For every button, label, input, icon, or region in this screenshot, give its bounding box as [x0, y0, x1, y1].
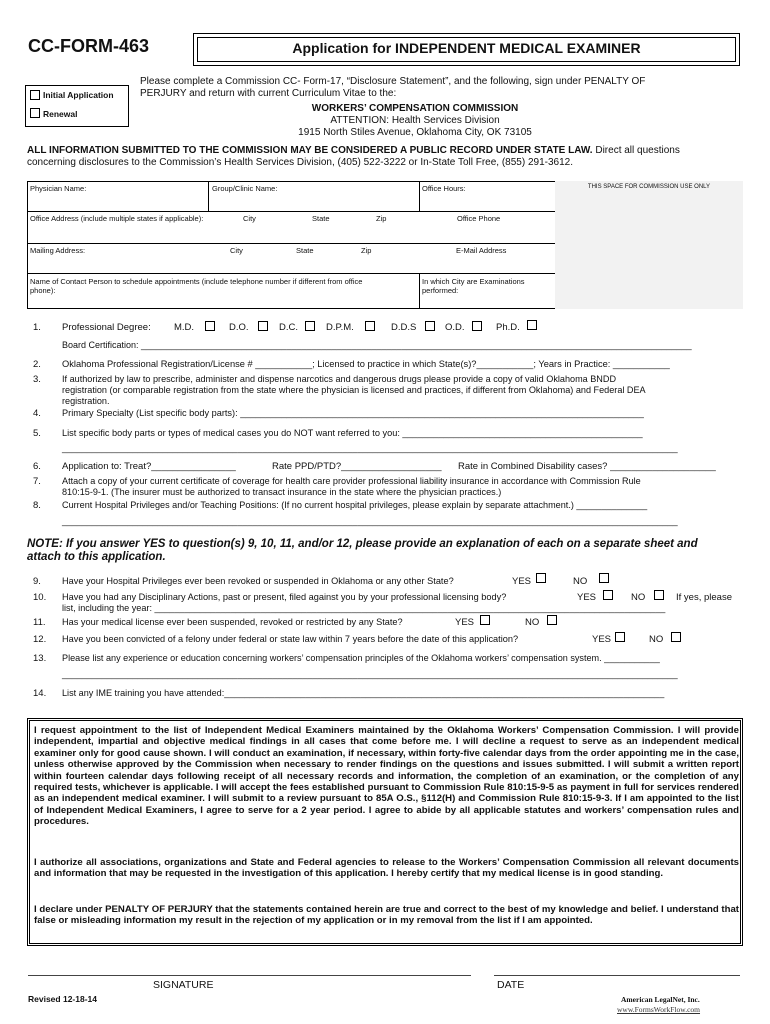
- q14-number: 14.: [33, 688, 47, 699]
- degree-md-label: M.D.: [174, 322, 195, 333]
- q1-label: Professional Degree:: [62, 322, 151, 333]
- q7-line-1: Attach a copy of your current certificate of coverage for health care provider professional liability insurance in accordance with Commission Rule: [62, 476, 641, 486]
- q13-answer-line[interactable]: ___________________________________________________________________________________________________________________________: [62, 669, 678, 679]
- revision-date: Revised 12-18-14: [28, 994, 97, 1004]
- declaration-paragraph-1: I request appointment to the list of Independent Medical Examiners maintained by the Oklahoma Workers’ Compensation Commission. I will provide independent, impartial and objective medical findings in all cases that come before me. I will decline a request to serve as an independent medical examiner only for good cause shown. I will conduct an examination, if necessary, within forty-five calendar days from the order appointing me in the case, unless otherwise approved by the Commission when necessary to render findings on the questions and issues submitted. I will submit a written report within fourteen calendar days following receipt of all necessary records and information, the completion of an examination, or the completion of any required tests, whichever is applicable. I will accept the fees established pursuant to Commission Rule 810:15-9-5 as payment in full for services rendered as an independent medical examiner. I will submit to a review pursuant to 85A O.S., §112(H) and Commission Rule 810:15-9-3. If I am appointed to the list of Independent Medical Examiners, I agree to serve for a 2 year period. I agree to abide by all applicable statutes and workers’ compensation rules and procedures.: [34, 725, 739, 828]
- q3-line-2: registration (or comparable registration from the state where the physician is licensed and practices, if different from Oklahoma) and Federal DEA: [62, 385, 646, 395]
- q12-yes-checkbox[interactable]: [615, 632, 625, 642]
- attention-line: ATTENTION: Health Services Division: [330, 115, 500, 126]
- office-address-label: Office Address (include multiple states if applicable):: [30, 214, 204, 223]
- degree-md-checkbox[interactable]: [205, 321, 215, 331]
- q5-number: 5.: [33, 428, 41, 439]
- note-line-2: attach to this application.: [27, 551, 166, 563]
- publisher-brand: American LegalNet, Inc.: [621, 995, 700, 1004]
- q10-no-label: NO: [631, 592, 646, 603]
- q6-rate-ppd-field[interactable]: Rate PPD/PTD?___________________: [272, 461, 442, 472]
- signature-line[interactable]: [28, 975, 471, 976]
- office-state-label: State: [312, 214, 330, 223]
- q9-number: 9.: [33, 576, 41, 587]
- q7-line-2: 810:15-9-1. (The insurer must be authorized to transact insurance in the state where the physician practices.): [62, 487, 502, 497]
- q10-no-checkbox[interactable]: [654, 590, 664, 600]
- degree-dds-checkbox[interactable]: [425, 321, 435, 331]
- q4-text[interactable]: Primary Specialty (List specific body parts): _______________________________________________________________________________: [62, 408, 644, 418]
- q12-yes-label: YES: [592, 634, 612, 645]
- q14-text[interactable]: List any IME training you have attended:_______________________________________________________________________________________: [62, 688, 665, 698]
- q6-number: 6.: [33, 461, 41, 472]
- office-hours-label: Office Hours:: [422, 184, 466, 193]
- degree-phd-checkbox[interactable]: [527, 320, 537, 330]
- degree-dpm-checkbox[interactable]: [365, 321, 375, 331]
- declaration-paragraph-2: I authorize all associations, organizations and State and Federal agencies to release to the Workers’ Compensation Commission all relevant documents and information that may be requested in the investigation of this application. I hereby certify that my medical license is in good standing.: [34, 857, 739, 880]
- q4-number: 4.: [33, 408, 41, 419]
- q11-number: 11.: [33, 617, 46, 628]
- q8-answer-line[interactable]: ___________________________________________________________________________________________________________________________: [62, 516, 678, 526]
- mailing-zip-label: Zip: [361, 246, 372, 255]
- email-label: E-Mail Address: [456, 246, 507, 255]
- board-certification-field[interactable]: Board Certification: ______________________________________________________________________________________________________________: [62, 340, 692, 350]
- initial-application-label: Initial Application: [43, 90, 114, 100]
- instructions-line-1: Please complete a Commission CC- Form-17, “Disclosure Statement”, and the following, sign under PENALTY OF: [140, 76, 646, 87]
- q1-number: 1.: [33, 322, 41, 333]
- public-record-notice: ALL INFORMATION SUBMITTED TO THE COMMISSION MAY BE CONSIDERED A PUBLIC RECORD UNDER STATE LAW. Direct all questions: [27, 145, 680, 156]
- degree-phd-label: Ph.D.: [496, 322, 520, 333]
- form-id: CC-FORM-463: [28, 36, 150, 56]
- q7-number: 7.: [33, 476, 41, 487]
- q10-yes-checkbox[interactable]: [603, 590, 613, 600]
- mailing-state-label: State: [296, 246, 314, 255]
- note-line-1: NOTE: If you answer YES to question(s) 9, 10, 11, and/or 12, please provide an explanation of each on a separate sheet and: [27, 538, 698, 550]
- commission-use-label: THIS SPACE FOR COMMISSION USE ONLY: [587, 184, 711, 190]
- q8-number: 8.: [33, 500, 41, 511]
- exam-city-label-2: performed:: [422, 286, 459, 295]
- degree-do-label: D.O.: [229, 322, 249, 333]
- mailing-city-label: City: [230, 246, 243, 255]
- disclosure-contact-notice: concerning disclosures to the Commission’s Health Services Division, (405) 522-3222 or In-State Toll Free, (855) 291-3612.: [27, 157, 574, 168]
- q9-yes-label: YES: [512, 576, 532, 587]
- application-title: Application for INDEPENDENT MEDICAL EXAMINER: [292, 40, 641, 56]
- q12-no-checkbox[interactable]: [671, 632, 681, 642]
- q2-text[interactable]: Oklahoma Professional Registration/License # ___________; Licensed to practice in which State(s)?___________; Years in Practice: ___________: [62, 359, 670, 369]
- signature-label: SIGNATURE: [153, 979, 214, 991]
- q9-no-label: NO: [573, 576, 588, 587]
- degree-do-checkbox[interactable]: [258, 321, 268, 331]
- q2-number: 2.: [33, 359, 41, 370]
- q12-no-label: NO: [649, 634, 664, 645]
- q10-if-yes-label: If yes, please: [676, 592, 732, 603]
- q10-list-field[interactable]: list, including the year: _____________________________________________________________________________________________________: [62, 603, 666, 613]
- exam-city-label-1: In which City are Examinations: [422, 277, 525, 286]
- degree-dds-label: D.D.S: [391, 322, 417, 333]
- mailing-address-line: 1915 North Stiles Avenue, Oklahoma City, OK 73105: [298, 127, 532, 138]
- q9-yes-checkbox[interactable]: [536, 573, 546, 583]
- q11-yes-label: YES: [455, 617, 475, 628]
- degree-dc-label: D.C.: [279, 322, 298, 333]
- q6-treat-field[interactable]: Application to: Treat?________________: [62, 461, 236, 472]
- degree-od-label: O.D.: [445, 322, 465, 333]
- q11-text: Has your medical license ever been suspended, revoked or restricted by any State?: [62, 617, 403, 627]
- q5-answer-line[interactable]: ___________________________________________________________________________________________________________________________: [62, 443, 678, 453]
- q10-number: 10.: [33, 592, 47, 603]
- mailing-address-label: Mailing Address:: [30, 246, 86, 255]
- declaration-paragraph-3: I declare under PENALTY OF PERJURY that the statements contained herein are true and correct to the best of my knowledge and belief. I understand that false or misleading information my result in the rejection of my application or in my removal from the list if I am appointed.: [34, 904, 739, 927]
- degree-dpm-label: D.P.M.: [326, 322, 354, 333]
- office-phone-label: Office Phone: [457, 214, 501, 223]
- q12-number: 12.: [33, 634, 47, 645]
- office-city-label: City: [243, 214, 256, 223]
- group-clinic-label: Group/Clinic Name:: [212, 184, 278, 193]
- q13-text[interactable]: Please list any experience or education concerning workers’ compensation principles of the Oklahoma workers’ compensation system. ___________: [62, 653, 660, 663]
- q3-line-1: If authorized by law to prescribe, administer and dispense narcotics and dangerous drugs please provide a copy of valid Oklahoma BNDD: [62, 374, 617, 384]
- office-zip-label: Zip: [376, 214, 387, 223]
- q11-yes-checkbox[interactable]: [480, 615, 490, 625]
- renewal-label: Renewal: [43, 109, 78, 119]
- date-line[interactable]: [494, 975, 740, 976]
- date-label: DATE: [497, 979, 525, 991]
- instructions-line-2: PERJURY and return with current Curriculum Vitae to the:: [140, 88, 397, 99]
- q11-no-label: NO: [525, 617, 540, 628]
- degree-od-checkbox[interactable]: [472, 321, 482, 331]
- initial-application-checkbox[interactable]: [30, 90, 40, 100]
- degree-dc-checkbox[interactable]: [305, 321, 315, 331]
- q3-number: 3.: [33, 374, 41, 385]
- q9-text: Have your Hospital Privileges ever been revoked or suspended in Oklahoma or any other State?: [62, 576, 454, 586]
- q11-no-checkbox[interactable]: [547, 615, 557, 625]
- q9-no-checkbox[interactable]: [599, 573, 609, 583]
- q12-text: Have you been convicted of a felony under federal or state law within 7 years before the date of this application?: [62, 634, 519, 644]
- q8-text[interactable]: Current Hospital Privileges and/or Teaching Positions: (If no current hospital privileges, please explain by separate attachment.) ______________: [62, 500, 648, 510]
- q6-combined-rate-field[interactable]: Rate in Combined Disability cases? ____________________: [458, 461, 716, 472]
- physician-name-label: Physician Name:: [30, 184, 87, 193]
- q13-number: 13.: [33, 653, 47, 664]
- commission-use-area: [555, 181, 743, 309]
- contact-person-label-2: phone):: [30, 286, 56, 295]
- publisher-url[interactable]: www.FormsWorkFlow.com: [617, 1005, 701, 1014]
- q10-text: Have you had any Disciplinary Actions, past or present, filed against you by your professional licensing body?: [62, 592, 507, 602]
- q5-text[interactable]: List specific body parts or types of medical cases you do NOT want referred to you: _______________________________________________: [62, 428, 643, 438]
- q10-yes-label: YES: [577, 592, 597, 603]
- contact-person-label-1: Name of Contact Person to schedule appointments (include telephone number if different from office: [30, 277, 363, 286]
- q3-line-3: registration.: [62, 396, 110, 406]
- agency-name: WORKERS’ COMPENSATION COMMISSION: [311, 103, 519, 114]
